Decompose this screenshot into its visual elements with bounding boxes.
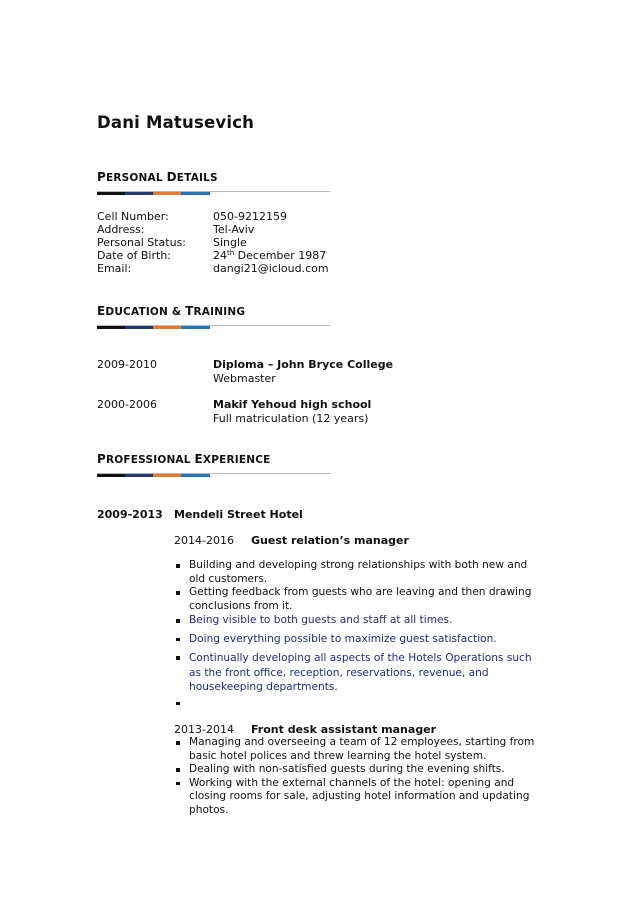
company-name: Mendeli Street Hotel xyxy=(174,508,303,521)
role-title: Front desk assistant manager xyxy=(251,723,437,736)
education-title: Makif Yehoud high school xyxy=(213,398,372,411)
list-item: Being visible to both guests and staff at all times. xyxy=(174,614,544,628)
education-subtitle: Full matriculation (12 years) xyxy=(213,412,369,425)
list-item: Working with the external channels of the hotel: opening and closing rooms for sale, adjusting hotel information and updating photos. xyxy=(174,777,544,818)
detail-row-cell-number: Cell Number: 050-9212159 xyxy=(97,210,287,223)
role-title: Guest relation’s manager xyxy=(251,534,409,547)
section-title-education: EDUCATION & TRAINING xyxy=(97,304,246,318)
list-item xyxy=(174,697,544,710)
candidate-name: Dani Matusevich xyxy=(97,113,255,132)
list-item: Managing and overseeing a team of 12 employees, starting from basic hotel polices and threw learning the hotel system. xyxy=(174,736,544,763)
role-years: 2013-2014 xyxy=(174,723,234,736)
detail-row-address: Address: Tel-Aviv xyxy=(97,223,255,236)
list-item: Doing everything possible to maximize guest satisfaction. xyxy=(174,633,544,647)
section-divider xyxy=(97,325,330,329)
list-item: Getting feedback from guests who are leaving and then drawing conclusions from it. xyxy=(174,586,544,613)
role-years: 2014-2016 xyxy=(174,534,234,547)
section-divider xyxy=(97,473,330,477)
education-years: 2000-2006 xyxy=(97,398,157,411)
personal-details-list xyxy=(97,210,329,275)
detail-row-email: Email: dangi21@icloud.com xyxy=(97,262,329,275)
section-title-personal-details: PERSONAL DETAILS xyxy=(97,170,218,184)
detail-row-date-of-birth: Date of Birth: 24th December 1987 xyxy=(97,249,327,262)
role-responsibilities-list xyxy=(174,559,544,710)
experience-years: 2009-2013 xyxy=(97,508,163,521)
education-title: Diploma – John Bryce College xyxy=(213,358,394,371)
education-subtitle: Webmaster xyxy=(213,372,276,385)
section-divider xyxy=(97,191,330,195)
section-title-experience: PROFESSIONAL EXPERIENCE xyxy=(97,452,271,466)
role-responsibilities-list xyxy=(174,736,544,817)
list-item: Continually developing all aspects of the Hotels Operations such as the front office, reception, reservations, revenue, and housekeeping departments. xyxy=(174,651,544,695)
education-years: 2009-2010 xyxy=(97,358,157,371)
list-item: Dealing with non-satisfied guests during the evening shifts. xyxy=(174,763,544,777)
detail-row-personal-status: Personal Status: Single xyxy=(97,236,247,249)
list-item: Building and developing strong relationships with both new and old customers. xyxy=(174,559,544,586)
